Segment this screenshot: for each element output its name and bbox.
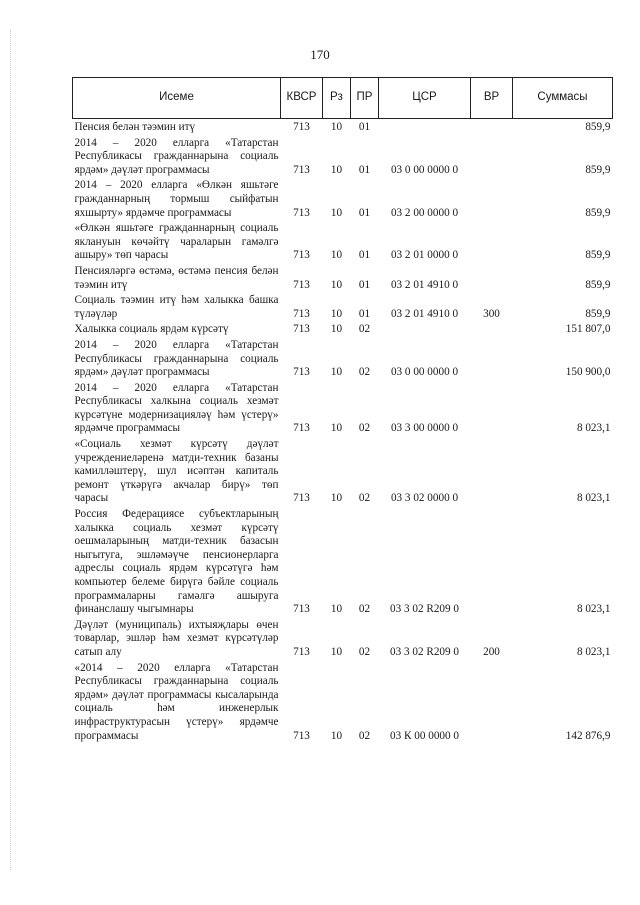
- row-pr: 02: [358, 422, 371, 435]
- table-row: [73, 119, 613, 137]
- table-row: [73, 179, 613, 222]
- row-kvsr: 713: [293, 323, 310, 336]
- row-vr: 200: [483, 645, 500, 658]
- table-row: [73, 619, 613, 662]
- row-rz: 10: [330, 121, 343, 133]
- row-kvsr: 713: [293, 163, 310, 176]
- row-csr: 03 2 01 4910 0: [390, 278, 459, 291]
- row-sum: 859,9: [585, 307, 611, 320]
- row-sum: 151 807,0: [565, 323, 611, 336]
- row-kvsr: 713: [293, 366, 310, 379]
- row-rz: 10: [330, 278, 343, 291]
- row-sum: 142 876,9: [565, 729, 611, 742]
- row-rz: 10: [330, 729, 343, 742]
- row-name: «Социаль хезмәт күрсәтү дәүләт учреждениеләренә матди-техник базаны камилләштерү, шул исәптән капиталь ремонт үткәрүгә акчалар бирү» төп чарасы: [74, 438, 279, 505]
- row-pr: 01: [358, 206, 371, 219]
- row-csr: 03 К 00 0000 0: [390, 729, 459, 742]
- row-name: 2014 – 2020 елларга «Өлкән яшьтәге гражданнарның тормыш сыйфатын яхшырту» ярдәмче программасы: [74, 179, 279, 219]
- row-pr: 01: [358, 121, 371, 133]
- row-vr: 300: [483, 307, 500, 320]
- row-vr: [471, 119, 513, 137]
- row-kvsr: 713: [293, 278, 310, 291]
- row-csr: 03 2 01 4910 0: [390, 307, 459, 320]
- row-name: «Өлкән яшьтәге гражданнарның социаль яклануын көчәйтү чараларын гамәлгә ашыру» төп чарасы: [74, 222, 279, 262]
- row-sum: 8 023,1: [576, 492, 611, 505]
- row-name: Пенсия белән тәэмин итү: [74, 121, 196, 133]
- row-pr: 02: [358, 323, 371, 336]
- row-vr: [471, 339, 513, 382]
- row-kvsr: 713: [293, 492, 310, 505]
- table-row: [73, 508, 613, 619]
- table-row: [73, 438, 613, 508]
- row-sum: 150 900,0: [565, 366, 611, 379]
- row-kvsr: 713: [293, 645, 310, 658]
- row-pr: 02: [358, 729, 371, 742]
- row-sum: 859,9: [585, 206, 611, 219]
- row-name: 2014 – 2020 елларга «Татарстан Республикасы гражданнарына социаль ярдәм» дәүләт программасы: [74, 338, 279, 379]
- row-vr: [471, 137, 513, 180]
- row-pr: 01: [358, 307, 371, 320]
- table-row: [73, 294, 613, 323]
- row-csr: 03 3 00 0000 0: [390, 422, 459, 435]
- row-kvsr: 713: [293, 121, 310, 133]
- row-name: Россия Федерациясе субъектларының халыкка социаль хезмәт күрсәтү оешмаларының матди-техник базасын ныгытуга, эшләмәүче пенсионерларга адреслы социаль ярдәм күрсәтүгә һәм компьютер белеме бирүгә бәйле социаль программаларны гамәлгә ашыруга финанслашу чыгымнары: [74, 508, 279, 616]
- row-sum: 859,9: [585, 278, 611, 291]
- row-kvsr: 713: [293, 729, 310, 742]
- row-sum: 8 023,1: [576, 645, 611, 658]
- header-pr: ПР: [351, 78, 379, 119]
- row-rz: 10: [330, 163, 343, 176]
- header-name: Исеме: [73, 78, 281, 119]
- budget-table: [72, 77, 613, 745]
- row-name: «2014 – 2020 елларга «Татарстан Республикасы гражданнарына социаль ярдәм» дәүләт программасы кысаларында социаль һәм инженерлык инфраструктурасын үстерү» ярдәмче программасы: [74, 661, 279, 742]
- row-name: Дәүләт (муниципаль) ихтыяҗлары өчен товарлар, эшләр һәм хезмәт күрсәтүләр сатып алу: [74, 618, 279, 658]
- header-sum: Суммасы: [513, 78, 613, 119]
- row-pr: 01: [358, 249, 371, 262]
- row-rz: 10: [330, 366, 343, 379]
- table-row: [73, 339, 613, 382]
- row-pr: 01: [358, 278, 371, 291]
- row-csr: 03 3 02 0000 0: [390, 492, 459, 505]
- row-pr: 02: [358, 603, 371, 616]
- row-name: Пенсияләргә өстәмә, өстәмә пенсия белән тәэмин итү: [74, 264, 279, 291]
- row-kvsr: 713: [293, 206, 310, 219]
- row-pr: 02: [358, 366, 371, 379]
- row-rz: 10: [330, 206, 343, 219]
- row-sum: 859,9: [585, 121, 611, 133]
- table-row: [73, 222, 613, 265]
- row-csr: 03 3 02 R209 0: [390, 603, 459, 616]
- row-vr: [471, 382, 513, 438]
- row-rz: 10: [330, 323, 343, 336]
- row-vr: [471, 179, 513, 222]
- row-rz: 10: [330, 307, 343, 320]
- row-vr: [471, 508, 513, 619]
- row-kvsr: 713: [293, 603, 310, 616]
- row-csr: [379, 119, 471, 137]
- header-csr: ЦСР: [379, 78, 471, 119]
- row-kvsr: 713: [293, 249, 310, 262]
- row-kvsr: 713: [293, 422, 310, 435]
- row-rz: 10: [330, 645, 343, 658]
- row-rz: 10: [330, 422, 343, 435]
- row-vr: [471, 222, 513, 265]
- header-vr: ВР: [471, 78, 513, 119]
- table-row: [73, 382, 613, 438]
- row-rz: 10: [330, 492, 343, 505]
- header-kvsr: КВСР: [281, 78, 323, 119]
- row-csr: [379, 323, 471, 339]
- row-pr: 02: [358, 492, 371, 505]
- row-pr: 02: [358, 645, 371, 658]
- row-kvsr: 713: [293, 307, 310, 320]
- row-csr: 03 0 00 0000 0: [390, 163, 459, 176]
- row-rz: 10: [330, 603, 343, 616]
- row-name: Социаль тәэмин итү һәм халыкка башка түләүләр: [74, 294, 279, 320]
- scan-edge-marks: [10, 30, 11, 870]
- row-vr: [471, 265, 513, 294]
- row-csr: 03 3 02 R209 0: [390, 645, 459, 658]
- table-header-row: [73, 78, 613, 119]
- table-row: [73, 323, 613, 339]
- row-csr: 03 0 00 0000 0: [390, 366, 459, 379]
- table-row: [73, 265, 613, 294]
- row-sum: 859,9: [585, 163, 611, 176]
- table-row: [73, 137, 613, 180]
- table-row: [73, 662, 613, 746]
- row-vr: [471, 323, 513, 339]
- row-name: 2014 – 2020 елларга «Татарстан Республикасы халкына социаль хезмәт күрсәтүне модернизацияләү һәм үстерү» ярдәмче программасы: [74, 381, 279, 435]
- row-vr: [471, 438, 513, 508]
- row-csr: 03 2 01 0000 0: [390, 249, 459, 262]
- header-rz: Рз: [323, 78, 351, 119]
- row-name: Халыкка социаль ярдәм күрсәтү: [74, 323, 229, 336]
- page-number: 170: [310, 47, 330, 62]
- row-csr: 03 2 00 0000 0: [390, 206, 459, 219]
- row-pr: 01: [358, 163, 371, 176]
- row-name: 2014 – 2020 елларга «Татарстан Республикасы гражданнарына социаль ярдәм» дәүләт программасы: [74, 136, 279, 176]
- row-sum: 859,9: [585, 249, 611, 262]
- row-sum: 8 023,1: [576, 603, 611, 616]
- row-sum: 8 023,1: [576, 422, 611, 435]
- row-rz: 10: [330, 249, 343, 262]
- row-vr: [471, 662, 513, 746]
